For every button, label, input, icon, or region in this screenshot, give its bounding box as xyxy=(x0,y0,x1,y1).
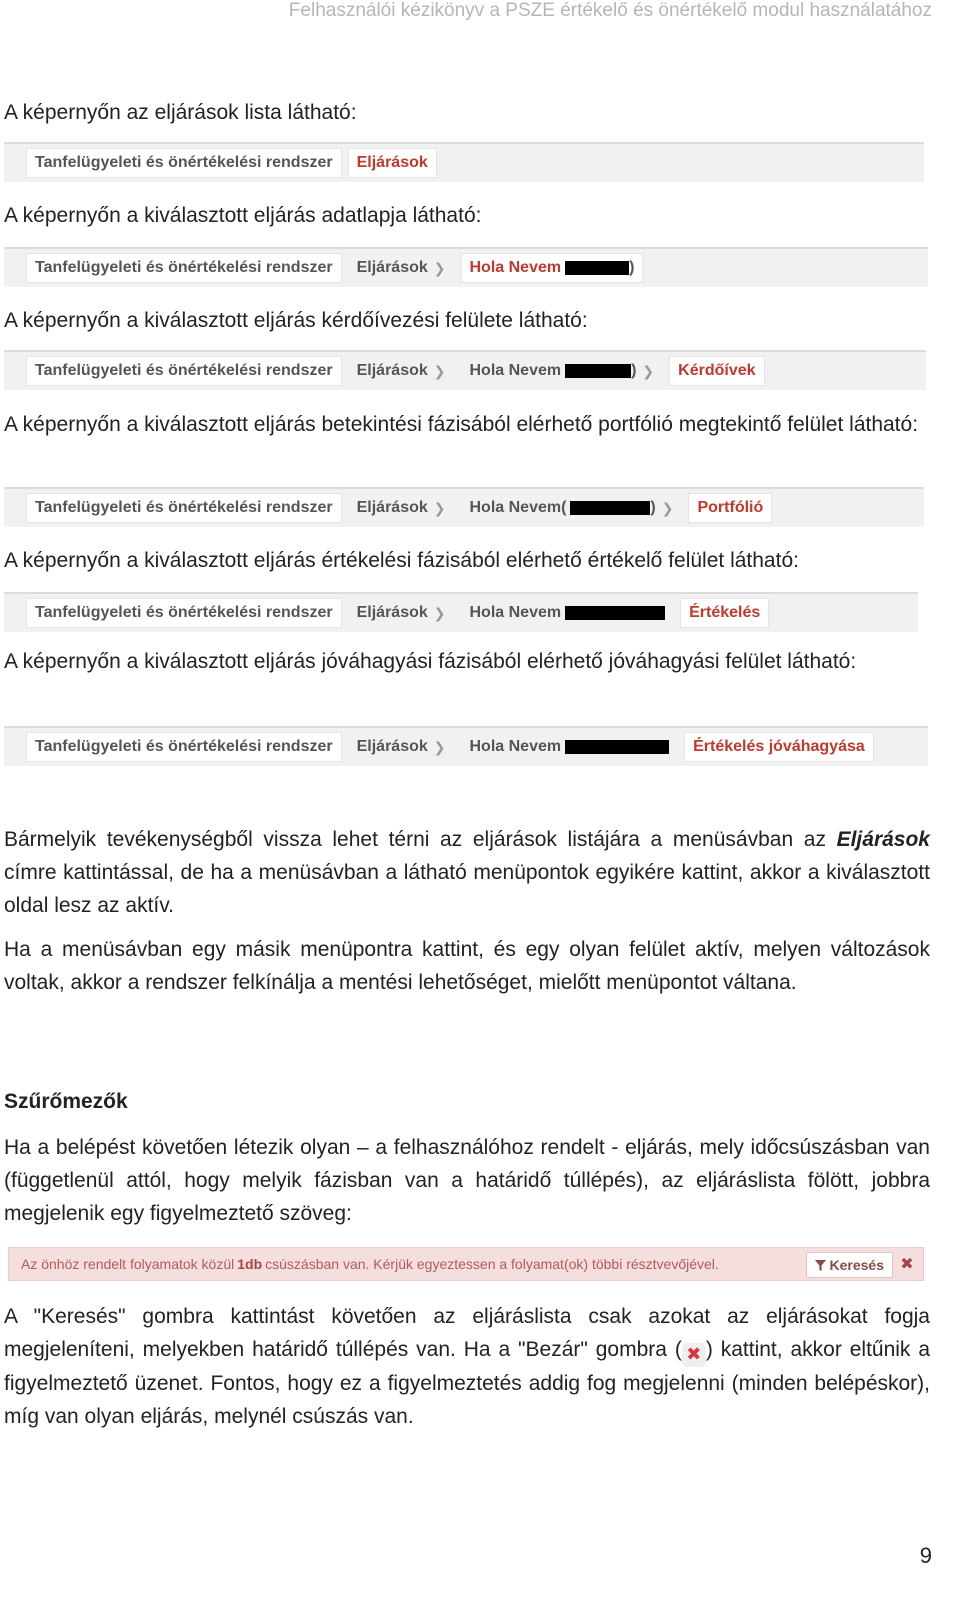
breadcrumb-bar-portfolio xyxy=(4,487,924,527)
paragraph-search-close xyxy=(4,1300,930,1433)
caption-datasheet: A képernyőn a kiválasztott eljárás adatlapja látható: xyxy=(4,204,482,227)
delay-alert-banner xyxy=(8,1247,924,1281)
breadcrumb-procedures-label: Eljárások xyxy=(356,604,428,621)
breadcrumb-procedures-label: Eljárások xyxy=(356,499,428,516)
running-header: Felhasználói kézikönyv a PSZE értékelő és önértékelő modul használatához xyxy=(288,0,932,21)
alert-text-after: csúszásban van. Kérjük egyeztessen a folyamat(ok) többi résztvevőjével. xyxy=(265,1256,719,1272)
breadcrumb-system[interactable]: Tanfelügyeleti és önértékelési rendszer xyxy=(26,253,342,283)
redaction-block xyxy=(565,261,629,275)
caption-evaluation: A képernyőn a kiválasztott eljárás értékelési fázisából elérhető értékelő felület látható: xyxy=(4,549,799,572)
breadcrumb-name[interactable] xyxy=(461,732,679,762)
breadcrumb-bar-questionnaires xyxy=(4,350,926,390)
breadcrumb-procedures[interactable] xyxy=(348,732,455,762)
filter-icon xyxy=(815,1260,826,1271)
alert-search-label: Keresés xyxy=(829,1257,884,1273)
alert-text-before: Az önhöz rendelt folyamatok közül xyxy=(21,1256,235,1272)
paragraph-search-close-text-a: A "Keresés" gombra kattintást követően az eljáráslista csak azokat az eljárásokat fogja megjeleníteni, melyekben határidő túllépés van. Ha a "Bezár" gombra ( xyxy=(4,1305,930,1361)
breadcrumb-system[interactable]: Tanfelügyeleti és önértékelési rendszer xyxy=(26,356,342,386)
chevron-right-icon: ❯ xyxy=(433,738,446,755)
breadcrumb-paren-open: ( xyxy=(561,499,567,516)
breadcrumb-name-label: Hola Nevem xyxy=(469,259,562,276)
section-heading-filters: Szűrőmezők xyxy=(4,1090,128,1113)
breadcrumb-name-label: Hola Nevem xyxy=(469,362,562,379)
paragraph-navigation-emphasis: Eljárások xyxy=(836,828,930,851)
breadcrumb-procedures[interactable] xyxy=(348,493,455,523)
breadcrumb-system[interactable]: Tanfelügyeleti és önértékelési rendszer xyxy=(26,732,342,762)
breadcrumb-paren-close: ) xyxy=(629,259,635,276)
breadcrumb-questionnaires-active[interactable]: Kérdőívek xyxy=(669,356,764,386)
breadcrumb-bar-evaluation xyxy=(4,592,918,632)
chevron-right-icon: ❯ xyxy=(642,362,655,379)
breadcrumb-portfolio-active[interactable]: Portfólió xyxy=(688,493,772,523)
breadcrumb-system[interactable]: Tanfelügyeleti és önértékelési rendszer xyxy=(26,148,342,178)
alert-close-icon[interactable]: ✖ xyxy=(900,1256,914,1273)
breadcrumb-procedures-label: Eljárások xyxy=(356,362,428,379)
alert-count: 1db xyxy=(237,1256,263,1272)
paragraph-navigation xyxy=(4,823,930,922)
alert-search-button[interactable] xyxy=(806,1252,894,1278)
close-icon: ✖ xyxy=(682,1343,706,1367)
breadcrumb-name[interactable] xyxy=(461,598,675,628)
chevron-right-icon: ❯ xyxy=(661,499,674,516)
breadcrumb-system[interactable]: Tanfelügyeleti és önértékelési rendszer xyxy=(26,598,342,628)
redaction-block xyxy=(570,501,650,515)
paragraph-navigation-text-b: címre kattintással, de ha a menüsávban a látható menüpontok egyikére kattint, akkor a kiválasztott oldal lesz az aktív. xyxy=(4,861,930,917)
breadcrumb-procedures-label: Eljárások xyxy=(356,738,428,755)
chevron-right-icon: ❯ xyxy=(433,362,446,379)
chevron-right-icon: ❯ xyxy=(433,499,446,516)
breadcrumb-name[interactable] xyxy=(461,356,664,386)
caption-questionnaires: A képernyőn a kiválasztott eljárás kérdőívezési felülete látható: xyxy=(4,309,588,332)
breadcrumb-evaluation-active[interactable]: Értékelés xyxy=(680,598,769,628)
breadcrumb-procedures-active[interactable]: Eljárások xyxy=(348,148,437,178)
breadcrumb-system[interactable]: Tanfelügyeleti és önértékelési rendszer xyxy=(26,493,342,523)
breadcrumb-procedures[interactable] xyxy=(348,356,455,386)
redaction-block xyxy=(565,740,669,754)
chevron-right-icon: ❯ xyxy=(433,604,446,621)
breadcrumb-name-label: Hola Nevem xyxy=(469,738,562,755)
breadcrumb-paren-close: ) xyxy=(631,362,637,379)
breadcrumb-evaluation-approval-active[interactable]: Értékelés jóváhagyása xyxy=(684,732,874,762)
redaction-block xyxy=(565,364,631,378)
breadcrumb-paren-close: ) xyxy=(650,499,656,516)
breadcrumb-name-label: Hola Nevem xyxy=(469,499,562,516)
caption-approval: A képernyőn a kiválasztott eljárás jóváhagyási fázisából elérhető jóváhagyási felület látható: xyxy=(4,650,857,673)
breadcrumb-bar-datasheet xyxy=(4,247,928,287)
breadcrumb-name-label: Hola Nevem xyxy=(469,604,562,621)
paragraph-navigation-text-a: Bármelyik tevékenységből vissza lehet térni az eljárások listájára a menüsávban az xyxy=(4,828,837,851)
page-number: 9 xyxy=(919,1543,932,1568)
caption-procedures-list: A képernyőn az eljárások lista látható: xyxy=(4,101,357,124)
paragraph-delay-warning: Ha a belépést követően létezik olyan – a felhasználóhoz rendelt - eljárás, mely időcsúszásban van (függetlenül attól, hogy melyik fázisban van a határidő túllépés), az eljáráslista fölött, jobbra megjelenik egy figyelmeztető szöveg: xyxy=(4,1136,930,1225)
caption-portfolio: A képernyőn a kiválasztott eljárás betekintési fázisából elérhető portfólió megtekintő felület látható: xyxy=(4,413,919,436)
breadcrumb-procedures-label: Eljárások xyxy=(356,259,428,276)
paragraph-search-close-text-b: ) kattint, akkor eltűnik a figyelmeztető üzenet. Fontos, hogy ez a figyelmeztetés addig fog megjelenni (minden belépéskor), míg van olyan eljárás, melynél csúszás van. xyxy=(4,1338,931,1428)
breadcrumb-procedures[interactable] xyxy=(348,253,455,283)
breadcrumb-name[interactable] xyxy=(461,493,683,523)
breadcrumb-procedures[interactable] xyxy=(348,598,455,628)
breadcrumb-bar-approval xyxy=(4,726,928,766)
paragraph-save-prompt: Ha a menüsávban egy másik menüpontra kattint, és egy olyan felület aktív, melyen változások voltak, akkor a rendszer felkínálja a mentési lehetőséget, mielőtt menüpontot váltana. xyxy=(4,938,930,994)
redaction-block xyxy=(565,606,665,620)
breadcrumb-name-active[interactable] xyxy=(461,253,644,283)
chevron-right-icon: ❯ xyxy=(433,259,446,276)
breadcrumb-bar-list xyxy=(4,142,924,182)
